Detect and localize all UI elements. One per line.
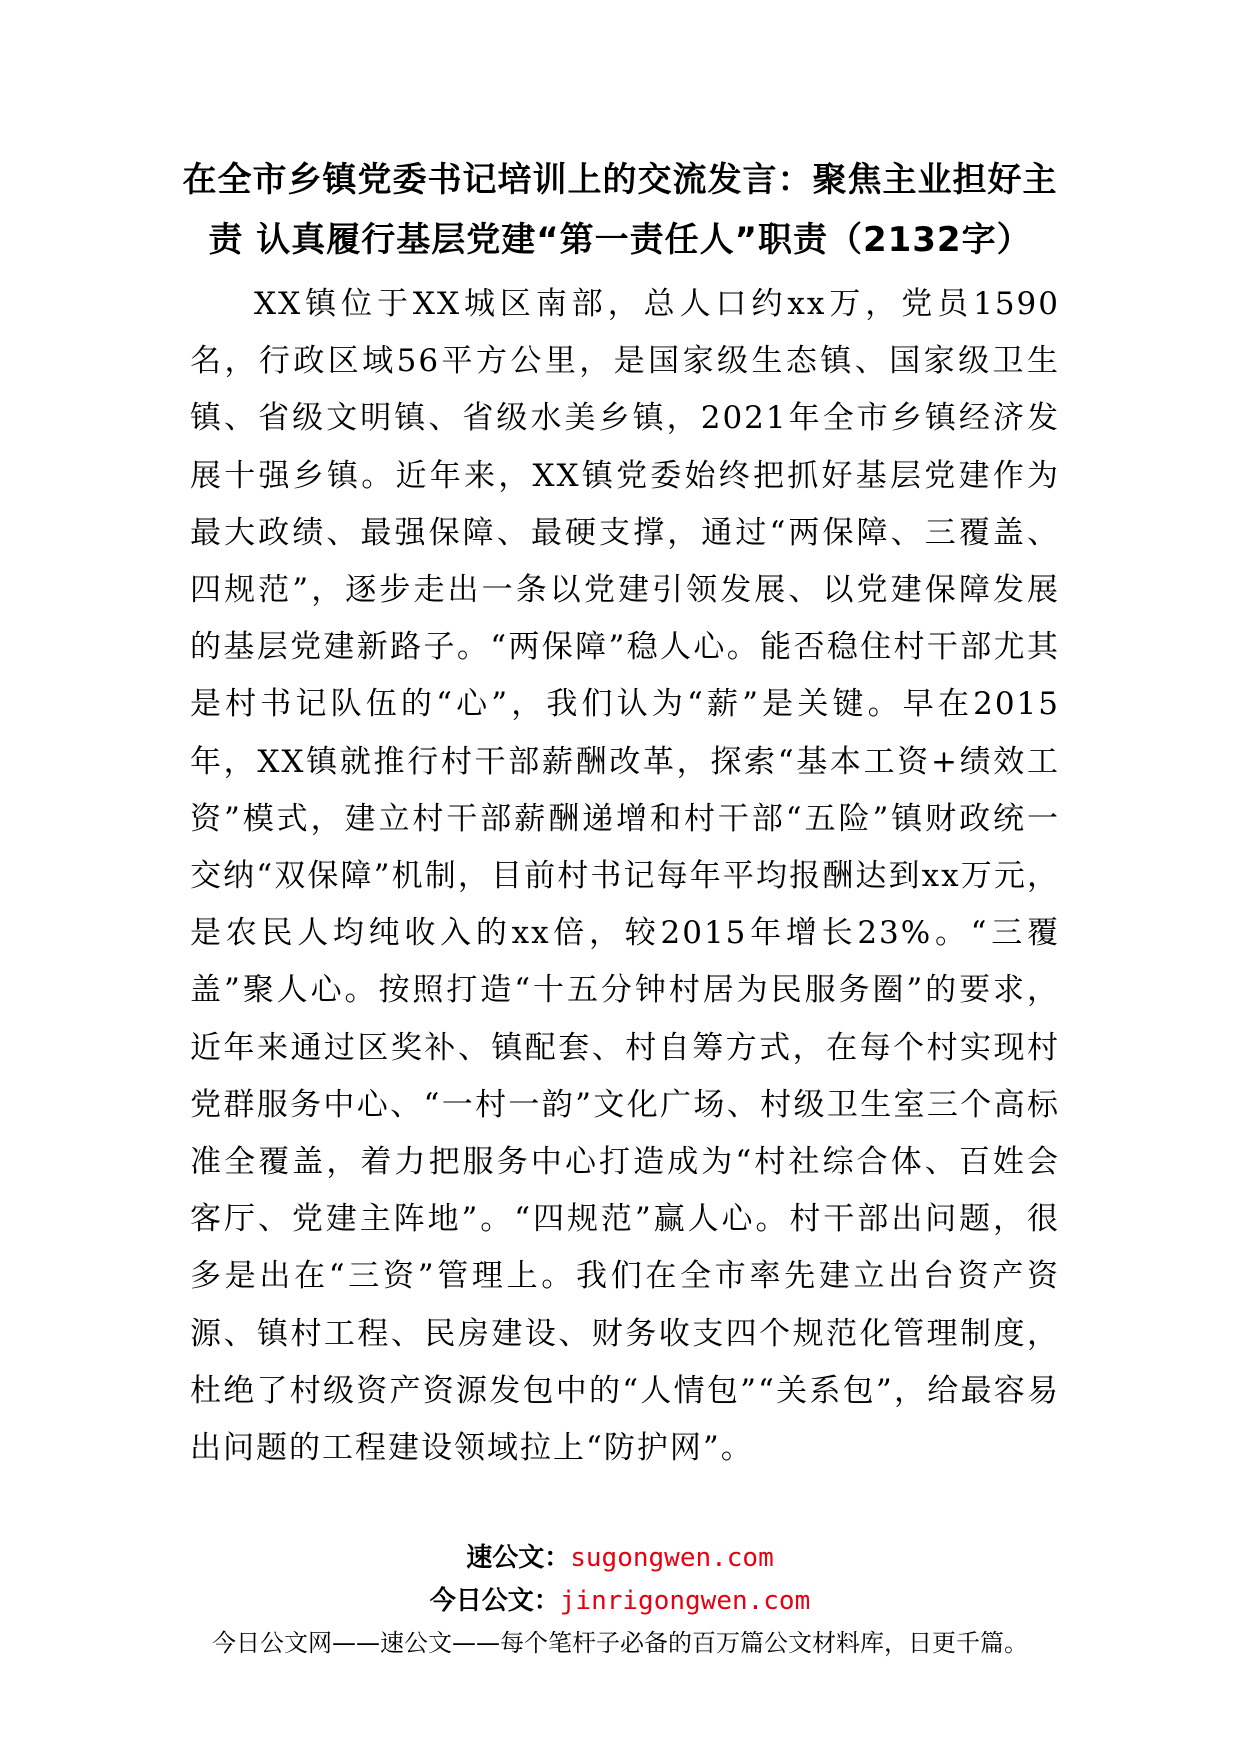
footer-site-1: [0, 1537, 1240, 1574]
title-line-1: 在全市乡镇党委书记培训上的交流发言：聚焦主业担好主: [182, 160, 1058, 200]
footer-site-2: [0, 1580, 1240, 1617]
footer-site-2-label: 今日公文：: [429, 1586, 560, 1616]
document-title: [180, 150, 1060, 270]
footer-site-1-label: 速公文：: [466, 1543, 571, 1573]
body-paragraph: [190, 276, 1060, 1477]
footer-site-2-link[interactable]: jinrigongwen.com: [559, 1586, 811, 1616]
title-line-2: 责 认真履行基层党建“第一责任人”职责（2132字）: [208, 220, 1032, 260]
paragraph-text: XX镇位于XX城区南部，总人口约xx万，党员1590名，行政区域56平方公里，是国家级生态镇、国家级卫生镇、省级文明镇、省级水美乡镇，2021年全市乡镇经济发展十强乡镇。近年来，XX镇党委始终把抓好基层党建作为最大政绩、最强保障、最硬支撑，通过“两保障、三覆盖、四规范”，逐步走出一条以党建引领发展、以党建保障发展的基层党建新路子。“两保障”稳人心。能否稳住村干部尤其是村书记队伍的“心”，我们认为“薪”是关键。早在2015年，XX镇就推行村干部薪酬改革，探索“基本工资+绩效工资”模式，建立村干部薪酬递增和村干部“五险”镇财政统一交纳“双保障”机制，目前村书记每年平均报酬达到xx万元，是农民人均纯收入的xx倍，较2015年增长23%。“三覆盖”聚人心。按照打造“十五分钟村居为民服务圈”的要求，近年来通过区奖补、镇配套、村自筹方式，在每个村实现村党群服务中心、“一村一韵”文化广场、村级卫生室三个高标准全覆盖，着力把服务中心打造成为“村社综合体、百姓会客厅、党建主阵地”。“四规范”赢人心。村干部出问题，很多是出在“三资”管理上。我们在全市率先建立出台资产资源、镇村工程、民房建设、财务收支四个规范化管理制度，杜绝了村级资产资源发包中的“人情包”“关系包”，给最容易出问题的工程建设领域拉上“防护网”。: [190, 286, 1060, 1467]
footer-slogan: 今日公文网——速公文——每个笔杆子必备的百万篇公文材料库，日更千篇。: [212, 1629, 1028, 1657]
footer-site-1-link[interactable]: sugongwen.com: [570, 1543, 774, 1573]
